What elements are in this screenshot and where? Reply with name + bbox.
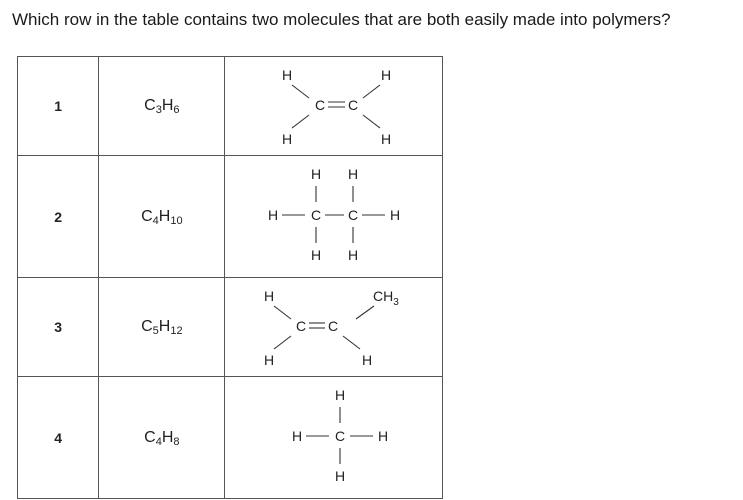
question-text: Which row in the table contains two molecules that are both easily made into polymers? [12,10,671,29]
propene-structure [225,279,442,376]
table-row [18,57,443,156]
methyl-group: $CH_3$ [373,287,400,308]
bond-line [292,85,309,98]
row-number: 3 [18,278,99,377]
atom-symbol: C [328,317,339,334]
atom-symbol: H [311,246,322,263]
bond-line [363,115,380,128]
molecular-formula: $C_4H_{10}$ [99,156,225,278]
table-row [18,377,443,499]
table-row [18,156,443,278]
atom-symbol: H [311,165,322,182]
atom-symbol: H [348,165,359,182]
atom-symbol: H [348,246,359,263]
atom-symbol: C [335,427,346,444]
atom-symbol: H [362,351,373,368]
atom-symbol: H [335,467,346,484]
options-table [17,56,443,499]
methane-structure [225,378,442,498]
atom-symbol: H [335,386,346,403]
atom-symbol: H [381,66,392,83]
row-number: 2 [18,156,99,278]
atom-symbol: C [315,96,326,113]
atom-symbol: H [282,66,293,83]
molecular-formula: $C_3H_6$ [99,57,225,156]
structural-formula-cell [225,57,443,156]
row-number: 4 [18,377,99,499]
atom-symbol: H [268,206,279,223]
ethane-structure [225,157,442,277]
atom-symbol: C [296,317,307,334]
atom-symbol: H [381,130,392,147]
bond-line [363,85,380,98]
ethene-structure [225,58,442,155]
structural-formula-cell [225,278,443,377]
atom-symbol: H [378,427,389,444]
atom-symbol: H [264,287,275,304]
atom-symbol: C [348,96,359,113]
atom-symbol: H [390,206,401,223]
atom-symbol: C [311,206,322,223]
molecular-formula: $C_4H_8$ [99,377,225,499]
bond-line [274,336,291,349]
bond-line [343,336,360,349]
atom-symbol: C [348,206,359,223]
bond-line [292,115,309,128]
atom-symbol: H [264,351,275,368]
molecular-formula: $C_5H_{12}$ [99,278,225,377]
bond-line [274,306,291,319]
structural-formula-cell [225,377,443,499]
row-number: 1 [18,57,99,156]
table-row [18,278,443,377]
atom-symbol: H [292,427,303,444]
structural-formula-cell [225,156,443,278]
atom-symbol: H [282,130,293,147]
bond-line [356,306,374,319]
